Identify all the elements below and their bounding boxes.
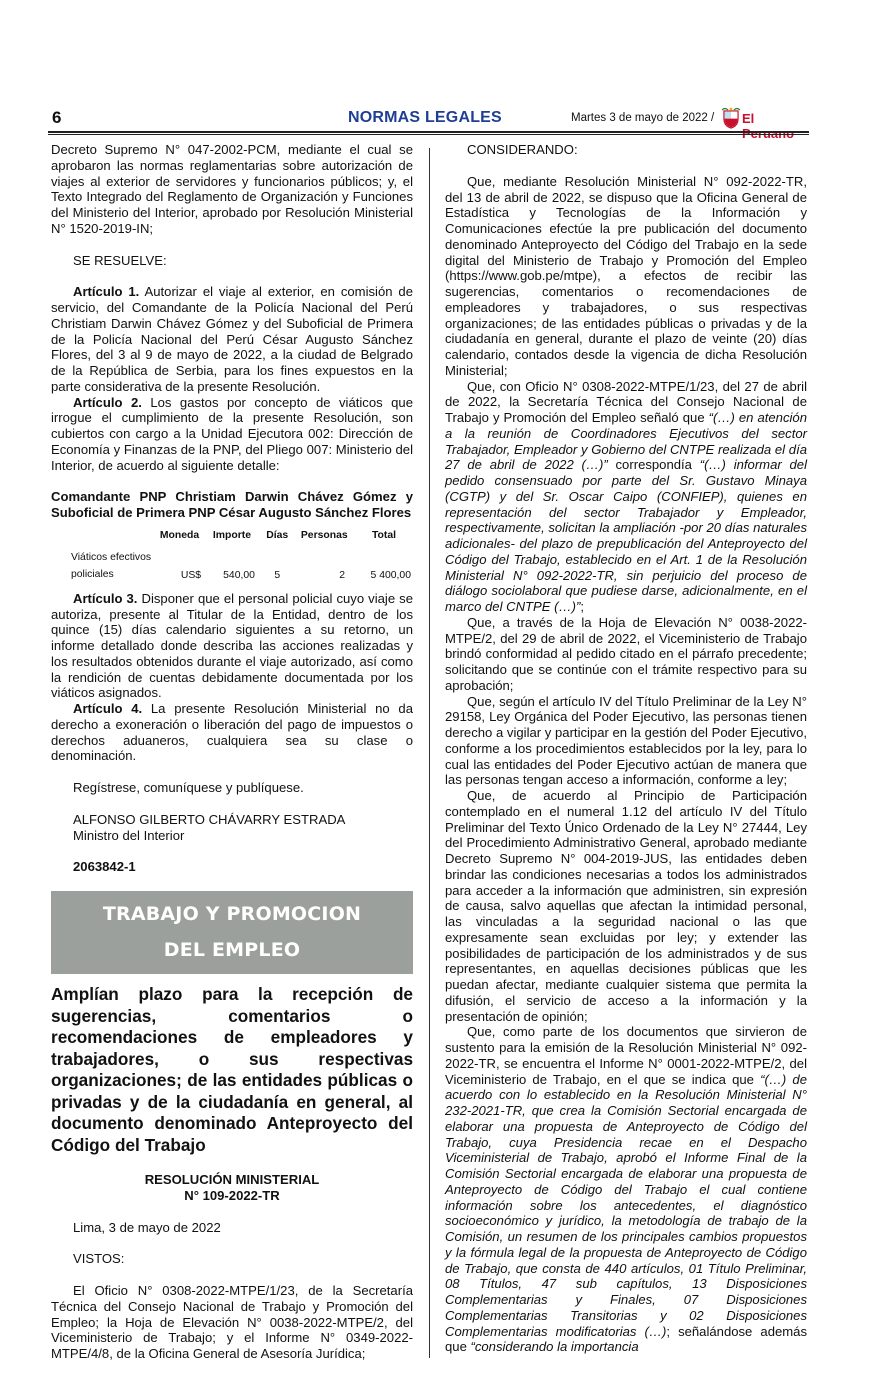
articulo-4-text: La presente Resolución Ministerial no da derecho a exoneración o liberación del pago de impuestos o derechos aduaneros, cualquiera sea su clase o denominación. [51,701,413,764]
cell-dias: 5 [274,569,281,581]
considerando-4: Que, según el artículo IV del Título Preliminar de la Ley N° 29158, Ley Orgánica del Poder Ejecutivo, las personas tienen derecho a vigilar y participar en la gestión del Poder Ejecutivo, conforme a los procedimientos establecidos por la ley, para lo cual las entidades del Poder Ejecutivo actúan de manera que las personas tengan acceso a información, conforme a ley; [445,693,807,788]
place-date: Lima, 3 de mayo de 2022 [73,1219,221,1235]
brand-name: El [742,111,755,126]
articulo-2-label: Artículo 2. [73,394,142,410]
considerando-3: Que, a través de la Hoja de Elevación N° 0038-2022-MTPE/2, del 29 de abril de 2022, el Viceministerio de Trabajo brindó conformidad al pedido citado en el párrafo precedente; solicitando que se continúe con el trámite respectivo para su aprobación; [445,614,807,693]
section-title-line2: DEL EMPLEO [163,939,301,961]
cell-total: 5 400,00 [370,569,411,581]
page-header [48,106,808,132]
vistos-text: El Oficio N° 0308-2022-MTPE/1/23, de la Secretaría Técnica del Consejo Nacional de Trabajo y Promoción del Empleo; la Hoja de Elevación N° 0038-2022-MTPE/2, del Viceministerio de Trabajo; y el Informe N° 0349-2022-MTPE/4/8, de la Oficina General de Asesoría Jurídica; [51,1283,413,1361]
col-moneda: Moneda [159,529,200,541]
publication-title: NORMAS LEGALES [348,109,502,126]
page-number: 6 [52,108,62,127]
table-row [51,549,413,583]
articulo-2 [51,395,413,474]
resolution-number: N° 109-2022-TR [184,1187,280,1203]
officers-text: Comandante PNP Christiam Darwin Chávez Gómez y Suboficial de Primera PNP César Augusto Sánchez Flores [51,489,413,520]
column-divider [429,148,430,1358]
col-total: Total [371,529,397,541]
col-dias: Días [266,529,289,541]
articulo-3 [51,591,413,701]
considerando-heading: CONSIDERANDO: [467,142,578,157]
registrese: Regístrese, comuníquese y publíquese. [73,780,304,795]
resolution-title: RESOLUCIÓN MINISTERIAL [144,1172,320,1187]
section-title-line1: TRABAJO Y PROMOCION [102,903,362,925]
header-rule-thin [48,134,809,135]
vistos-heading: VISTOS: [73,1251,125,1267]
articulo-2-text: Los gastos por concepto de viáticos que irrogue el cumplimiento de la presente Resolución, son cubiertos con cargo a la Unidad Ejecutora 002: Dirección de Economía y Finanzas de la PNP, del Pliego 007: Ministerio del Interior, de acuerdo al siguiente detalle: [51,394,413,473]
articulo-4-label: Artículo 4. [73,701,143,716]
officers-heading [51,489,413,521]
signer-title: Ministro del Interior [73,827,185,843]
headline: Amplían plazo para la recepción de sugerencias, comentarios o recomendaciones de empleadores y trabajadores, o sus respectivas organizaciones; de las entidades públicas o privadas y de la ciudadanía en general, al documento denominado Anteproyecto del Código del Trabajo [51,984,413,1155]
se-resuelve: SE RESUELVE: [73,252,167,268]
articulo-3-label: Artículo 3. [73,590,138,606]
header-rule [48,131,809,133]
articulo-3-text: Disponer que el personal policial cuyo viaje se autoriza, presente al Titular de la Entidad, dentro de los quince (15) días calendario siguientes a su retorno, un informe detallado donde describa las acciones realizadas y los resultados obtenidos durante el viaje autorizado, así como la rendición de cuentas debidamente documentada por los viáticos asignados. [51,590,413,701]
section-banner [51,891,413,974]
cell-personas: 2 [339,569,346,581]
row-label: Viáticos efectivos policiales [71,551,152,580]
articulo-4 [51,701,413,764]
cell-importe: 540,00 [223,569,255,581]
considerando-1: Que, mediante Resolución Ministerial N° 092-2022-TR, del 13 de abril de 2022, se dispuso que la Oficina General de Estadística y Tecnologías de la Información y Comunicaciones efectúe la pre publicación del documento denominado Anteproyecto del Código del Trabajo en la sede digital del Ministerio de Trabajo y Promoción del Empleo (https://www.gob.pe/mtpe), a efectos de recibir las sugerencias, comentarios o recomendaciones de empleadores y trabajadores, o sus respectivas organizaciones; de las entidades públicas o privadas y de la ciudadanía en general, durante el plazo de veinte (20) días calendario, contados desde la vigencia de dicha Resolución Ministerial; [445,173,807,378]
col-importe: Importe [212,529,252,541]
considerando-6: Que, como parte de los documentos que sirvieron de sustento para la emisión de la Resolución Ministerial N° 092-2022-TR, se encuentra el Informe N° 0001-2022-MTPE/2, del Viceministerio de Trabajo, en el que se indica que “(…) de acuerdo con lo establecido en la Resolución Ministerial N° 232-2021-TR, que crea la Comisión Sectorial encargada de elaborar una propuesta de Anteproyecto de Código del Trabajo, cuya Presidencia recae en el Despacho Viceministerial de Trabajo, aprobó el Informe Final de la Comisión Sectorial encargada de elaborar una propuesta de Anteproyecto de Código del Trabajo el cual contiene información sobre los antecedentes, el diagnóstico socioeconómico y jurídico, la metodología de trabajo de la Comisión, un resumen de los principales cambios propuestos y la fórmula legal de la propuesta de Anteproyecto de Código de Trabajo, que consta de 440 artículos, 01 Título Preliminar, 08 Títulos, 47 sub capítulos, 13 Disposiciones Complementarias y Finales, 07 Disposiciones Complementarias Transitorias y 02 Disposiciones Complementarias modificatorias (…); señalándose además que “considerando la importancia [445,1024,807,1355]
articulo-1-text: Autorizar el viaje al exterior, en comisión de servicio, del Comandante de la Policía Nacional del Perú Christiam Darwin Chávez Gómez y del Suboficial de Primera de la Policía Nacional del Perú César Augusto Sánchez Flores, del 3 al 9 de mayo de 2022, a la ciudad de Belgrado de la República de Serbia, para los fines expuestos en la parte considerativa de la presente Resolución. [51,284,413,394]
col-personas: Personas [300,529,348,541]
publication-date: Martes 3 de mayo de 2022 / [571,112,715,124]
articulo-1 [51,284,413,394]
articulo-1-label: Artículo 1. [73,284,140,300]
table-header-row [51,527,413,549]
coat-of-arms-logo [721,107,741,129]
viaticos-table [51,527,413,583]
left-column [51,142,413,1362]
right-column [445,142,807,1355]
considerando-2: Que, con Oficio N° 0308-2022-MTPE/1/23, del 27 de abril de 2022, la Secretaría Técnica del Consejo Nacional de Trabajo y Promoción del Empleo señaló que “(…) en atención a la reunión de Coordinadores Ejecutivos del sector Trabajador, Empleador y Gobierno del CNTPE realizada el día 27 de abril de 2022 (…)” correspondía “(…) informar del pedido consensuado por parte del Sr. Gustavo Minaya (CGTP) y del Sr. Oscar Caipo (CONFIEP), quienes en representación del sector Trabajador y Empleador, respectivamente, solicitan la ampliación -por 20 días naturales adicionales- del plazo de prepublicación del Anteproyecto del Código del Trabajo, establecido en el Art. 1 de la Resolución Ministerial N° 092-2022-TR, sin perjuicio del proceso de diálogo sociolaboral que pudiese darse, adicionalmente, en el marco del CNTPE (…)”; [445,378,807,614]
paragraph-decreto: Decreto Supremo N° 047-2002-PCM, mediante el cual se aprobaron las normas reglamentarias sobre autorización de viajes al exterior de servidores y funcionarios públicos; y, el Texto Integrado del Reglamento de Organización y Funciones del Ministerio del Interior, aprobado por Resolución Ministerial N° 1520-2019-IN; [51,142,413,236]
cell-moneda: US$ [180,569,202,581]
signer-name: ALFONSO GILBERTO CHÁVARRY ESTRADA [73,811,346,827]
considerando-5: Que, de acuerdo al Principio de Participación contemplado en el numeral 1.12 del artículo IV del Título Preliminar del Texto Único Ordenado de la Ley N° 27444, Ley del Procedimiento Administrativo General, aprobado mediante Decreto Supremo N° 004-2019-JUS, las entidades deben brindar las condiciones necesarias a todos los administrados para acceder a la información que administren, sin expresión de causa, salvo aquellas que afectan la intimidad personal, las vinculadas a la seguridad nacional o las que expresamente sean excluidas por ley; y extender las posibilidades de participación de los administrados y de sus representantes, en aquellas decisiones públicas que les puedan afectar, mediante cualquier sistema que permita la difusión, el servicio de acceso a la información y la presentación de opinión; [445,788,807,1024]
document-code: 2063842-1 [73,859,136,875]
